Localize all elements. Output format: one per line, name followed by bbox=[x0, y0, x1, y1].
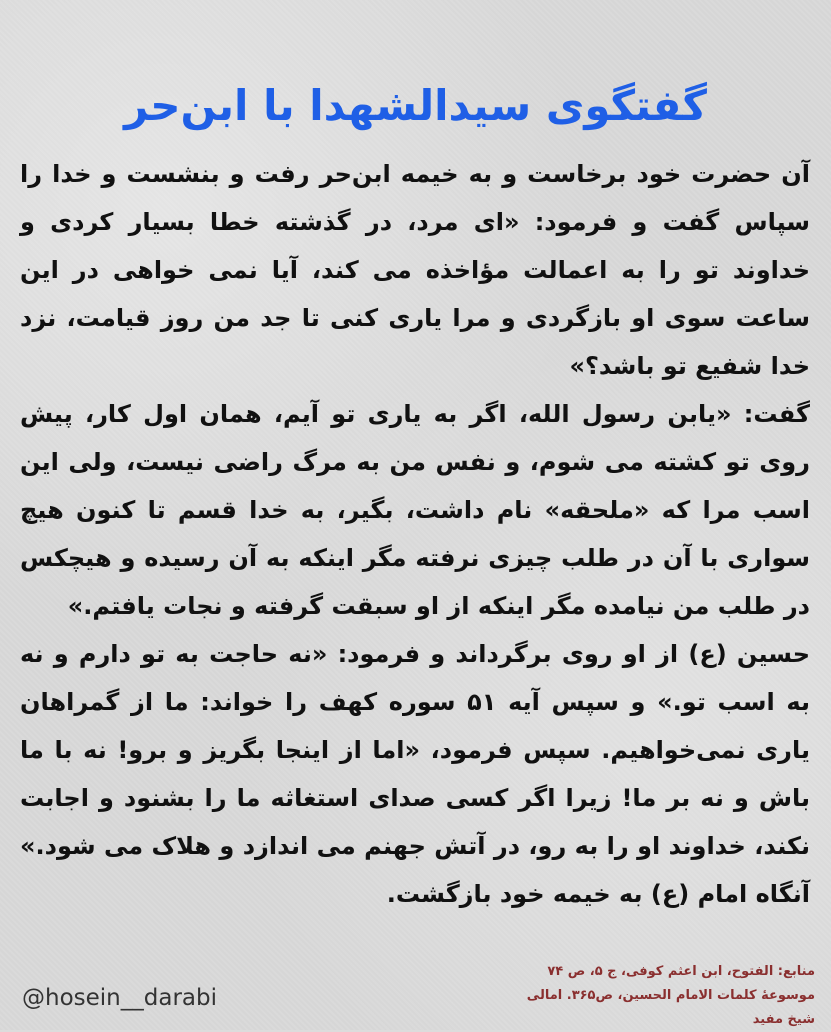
watermark-handle: @hosein__darabi bbox=[22, 985, 217, 1011]
source-line-1: منابع: الفتوح، ابن اعثم کوفی، ج ۵، ص ۷۴ bbox=[547, 964, 815, 979]
body-text bbox=[20, 150, 810, 918]
source-line-2: موسوعهٔ کلمات الامام الحسین، ص۳۶۵. امالی شیخ مفید bbox=[526, 988, 815, 1027]
page-title: گفتگوی سیدالشهدا با ابن‌حر bbox=[124, 81, 707, 130]
paragraph-3: حسین (ع) از او روی برگرداند و فرمود: «نه حاجت به تو دارم و نه به اسب تو.» و سپس آیه ۵۱ سوره کهف را خواند: ما از گمراهان یاری نمی‌خواهیم. سپس فرمود، «اما از اینجا بگریز و برو! نه با ما باش و نه بر ما! زیرا اگر کسی صدای استغاثه ما را بشنود و اجابت نکند، خداوند او را به رو، در آتش جهنم می اندازد و هلاک می شود.» آنگاه امام (ع) به خیمه خود بازگشت. bbox=[20, 640, 810, 908]
paragraph-1: آن حضرت خود برخاست و به خیمه ابن‌حر رفت و بنشست و خدا را سپاس گفت و فرمود: «ای مرد، در گذشته خطا بسیار کردی و خداوند تو را به اعمالت مؤاخذه می کند، آیا نمی خواهی در این ساعت سوی او بازگردی و مرا یاری کنی تا جد من روز قیامت، نزد خدا شفیع تو باشد؟» bbox=[20, 160, 810, 380]
paragraph-2: گفت: «یابن رسول الله، اگر به یاری تو آیم، همان اول کار، پیش روی تو کشته می شوم، و نفس من به مرگ راضی نیست، ولی این اسب مرا که «ملحقه» نام داشت، بگیر، به خدا قسم تا کنون هیچ سواری با آن در طلب چیزی نرفته مگر اینکه به آن رسیده و هیچکس در طلب من نیامده مگر اینکه از او سبقت گرفته و نجات یافتم.» bbox=[20, 400, 810, 620]
sources-note bbox=[525, 960, 815, 1032]
